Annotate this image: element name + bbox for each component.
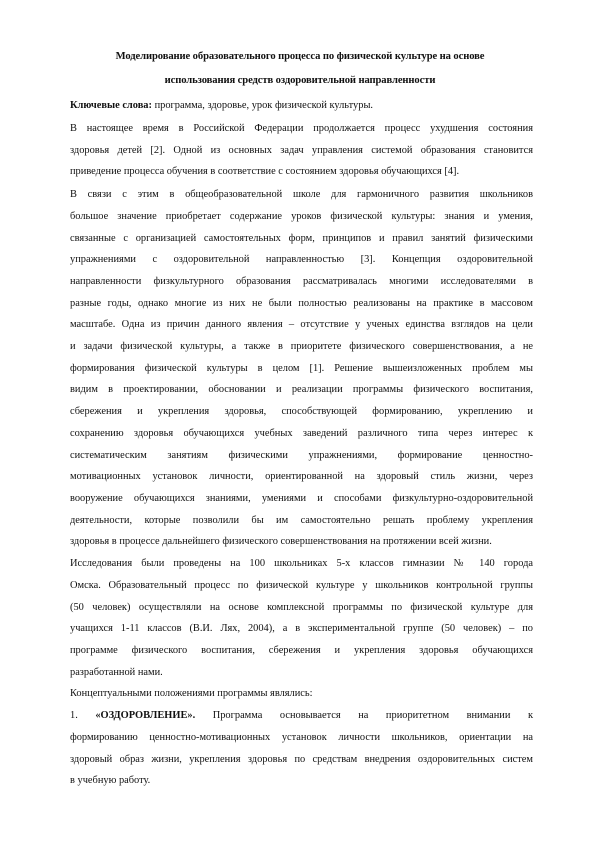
text-line: сохранению здоровья обучающихся учебных заведений различного типа через интерес к	[70, 428, 533, 439]
text-line: (50 человек) осуществляли на основе комплексной программы по физической культуре для	[70, 602, 533, 613]
text-line: программе физического воспитания, сбережения и укрепления здоровья обучающихся	[70, 645, 533, 656]
text-line: разные годы, однако многие из них не были полностью реализованы на практике в массовом	[70, 298, 533, 309]
list-item-heading: «ОЗДОРОВЛЕНИЕ».	[95, 710, 196, 721]
document-title-line-1: Моделирование образовательного процесса по физической культуре на основе	[115, 51, 485, 62]
text-line: В настоящее время в Российской Федерации продолжается процесс ухудшения состояния	[70, 123, 533, 134]
keywords-text: программа, здоровье, урок физической культуры.	[151, 100, 374, 111]
list-item-text: Программа основывается на приоритетном внимании к	[195, 710, 533, 721]
text-line: Исследования были проведены на 100 школьниках 5-х классов гимназии № 140 города	[70, 558, 533, 569]
list-item-number: 1.	[70, 710, 96, 721]
text-line: систематическим занятиям физическими упражнениями, формирование ценностно-	[70, 450, 533, 461]
text-line: связанные с организацией самостоятельных форм, принципов и правил занятий физическими	[70, 233, 533, 244]
text-line: сбережения и укрепления здоровья, способствующей формированию, укреплению и	[70, 406, 533, 417]
text-line: Концептуальными положениями программы являлись:	[70, 688, 313, 699]
text-line: упражнениями с оздоровительной направленностью [3]. Концепция оздоровительной	[70, 254, 533, 265]
text-line: разработанной нами.	[70, 667, 163, 678]
keywords-label: Ключевые слова:	[70, 100, 152, 111]
text-line: в учебную работу.	[70, 775, 151, 786]
text-line: здоровья в процессе дальнейшего физического совершенствования на протяжении всей жизни.	[70, 536, 492, 547]
text-line: формирования физической культуры в целом [1]. Решение вышеизложенных проблем мы	[70, 363, 533, 374]
text-line: приведение процесса обучения в соответствие с состоянием здоровья обучающихся [4].	[70, 166, 460, 177]
text-line: видим в проектировании, обосновании и реализации программы физического воспитания,	[70, 384, 533, 395]
text-line: Омска. Образовательный процесс по физической культуре у школьников контрольной группы	[70, 580, 533, 591]
text-line: масштабе. Одна из причин данного явления – отсутствие у ученых единства взглядов на цели	[70, 319, 533, 330]
text-line: большое значение приобретает содержание уроков физической культуры: знания и умения,	[70, 211, 533, 222]
list-item	[70, 709, 533, 723]
keywords-line	[70, 99, 533, 113]
text-line: и задачи физической культуры, а также в приоритете физического совершенствования, а не	[70, 341, 533, 352]
text-line: В связи с этим в общеобразовательной школе для гармоничного развития школьников	[70, 189, 533, 200]
text-line: направленности физкультурного образования рассматривалась многими исследователями в	[70, 276, 533, 287]
text-line: вооружение обучающихся знаниями, умениями и способами физкультурно-оздоровительной	[70, 493, 533, 504]
text-line: здоровья детей [2]. Одной из основных задач управления системой образования становится	[70, 145, 533, 156]
text-line: деятельности, которые позволили бы им самостоятельно решать проблему укрепления	[70, 515, 533, 526]
text-line: учащихся 1-11 классов (В.И. Лях, 2004), а в экспериментальной группе (50 человек) – по	[70, 623, 533, 634]
text-line: здоровый образ жизни, укрепления здоровья по средствам внедрения оздоровительных систем	[70, 754, 533, 765]
text-line: формированию ценностно-мотивационных установок личности школьников, ориентации на	[70, 732, 533, 743]
document-title-line-2: использования средств оздоровительной направленности	[164, 75, 436, 86]
text-line: мотивационных установок личности, ориентированной на здоровый стиль жизни, через	[70, 471, 533, 482]
